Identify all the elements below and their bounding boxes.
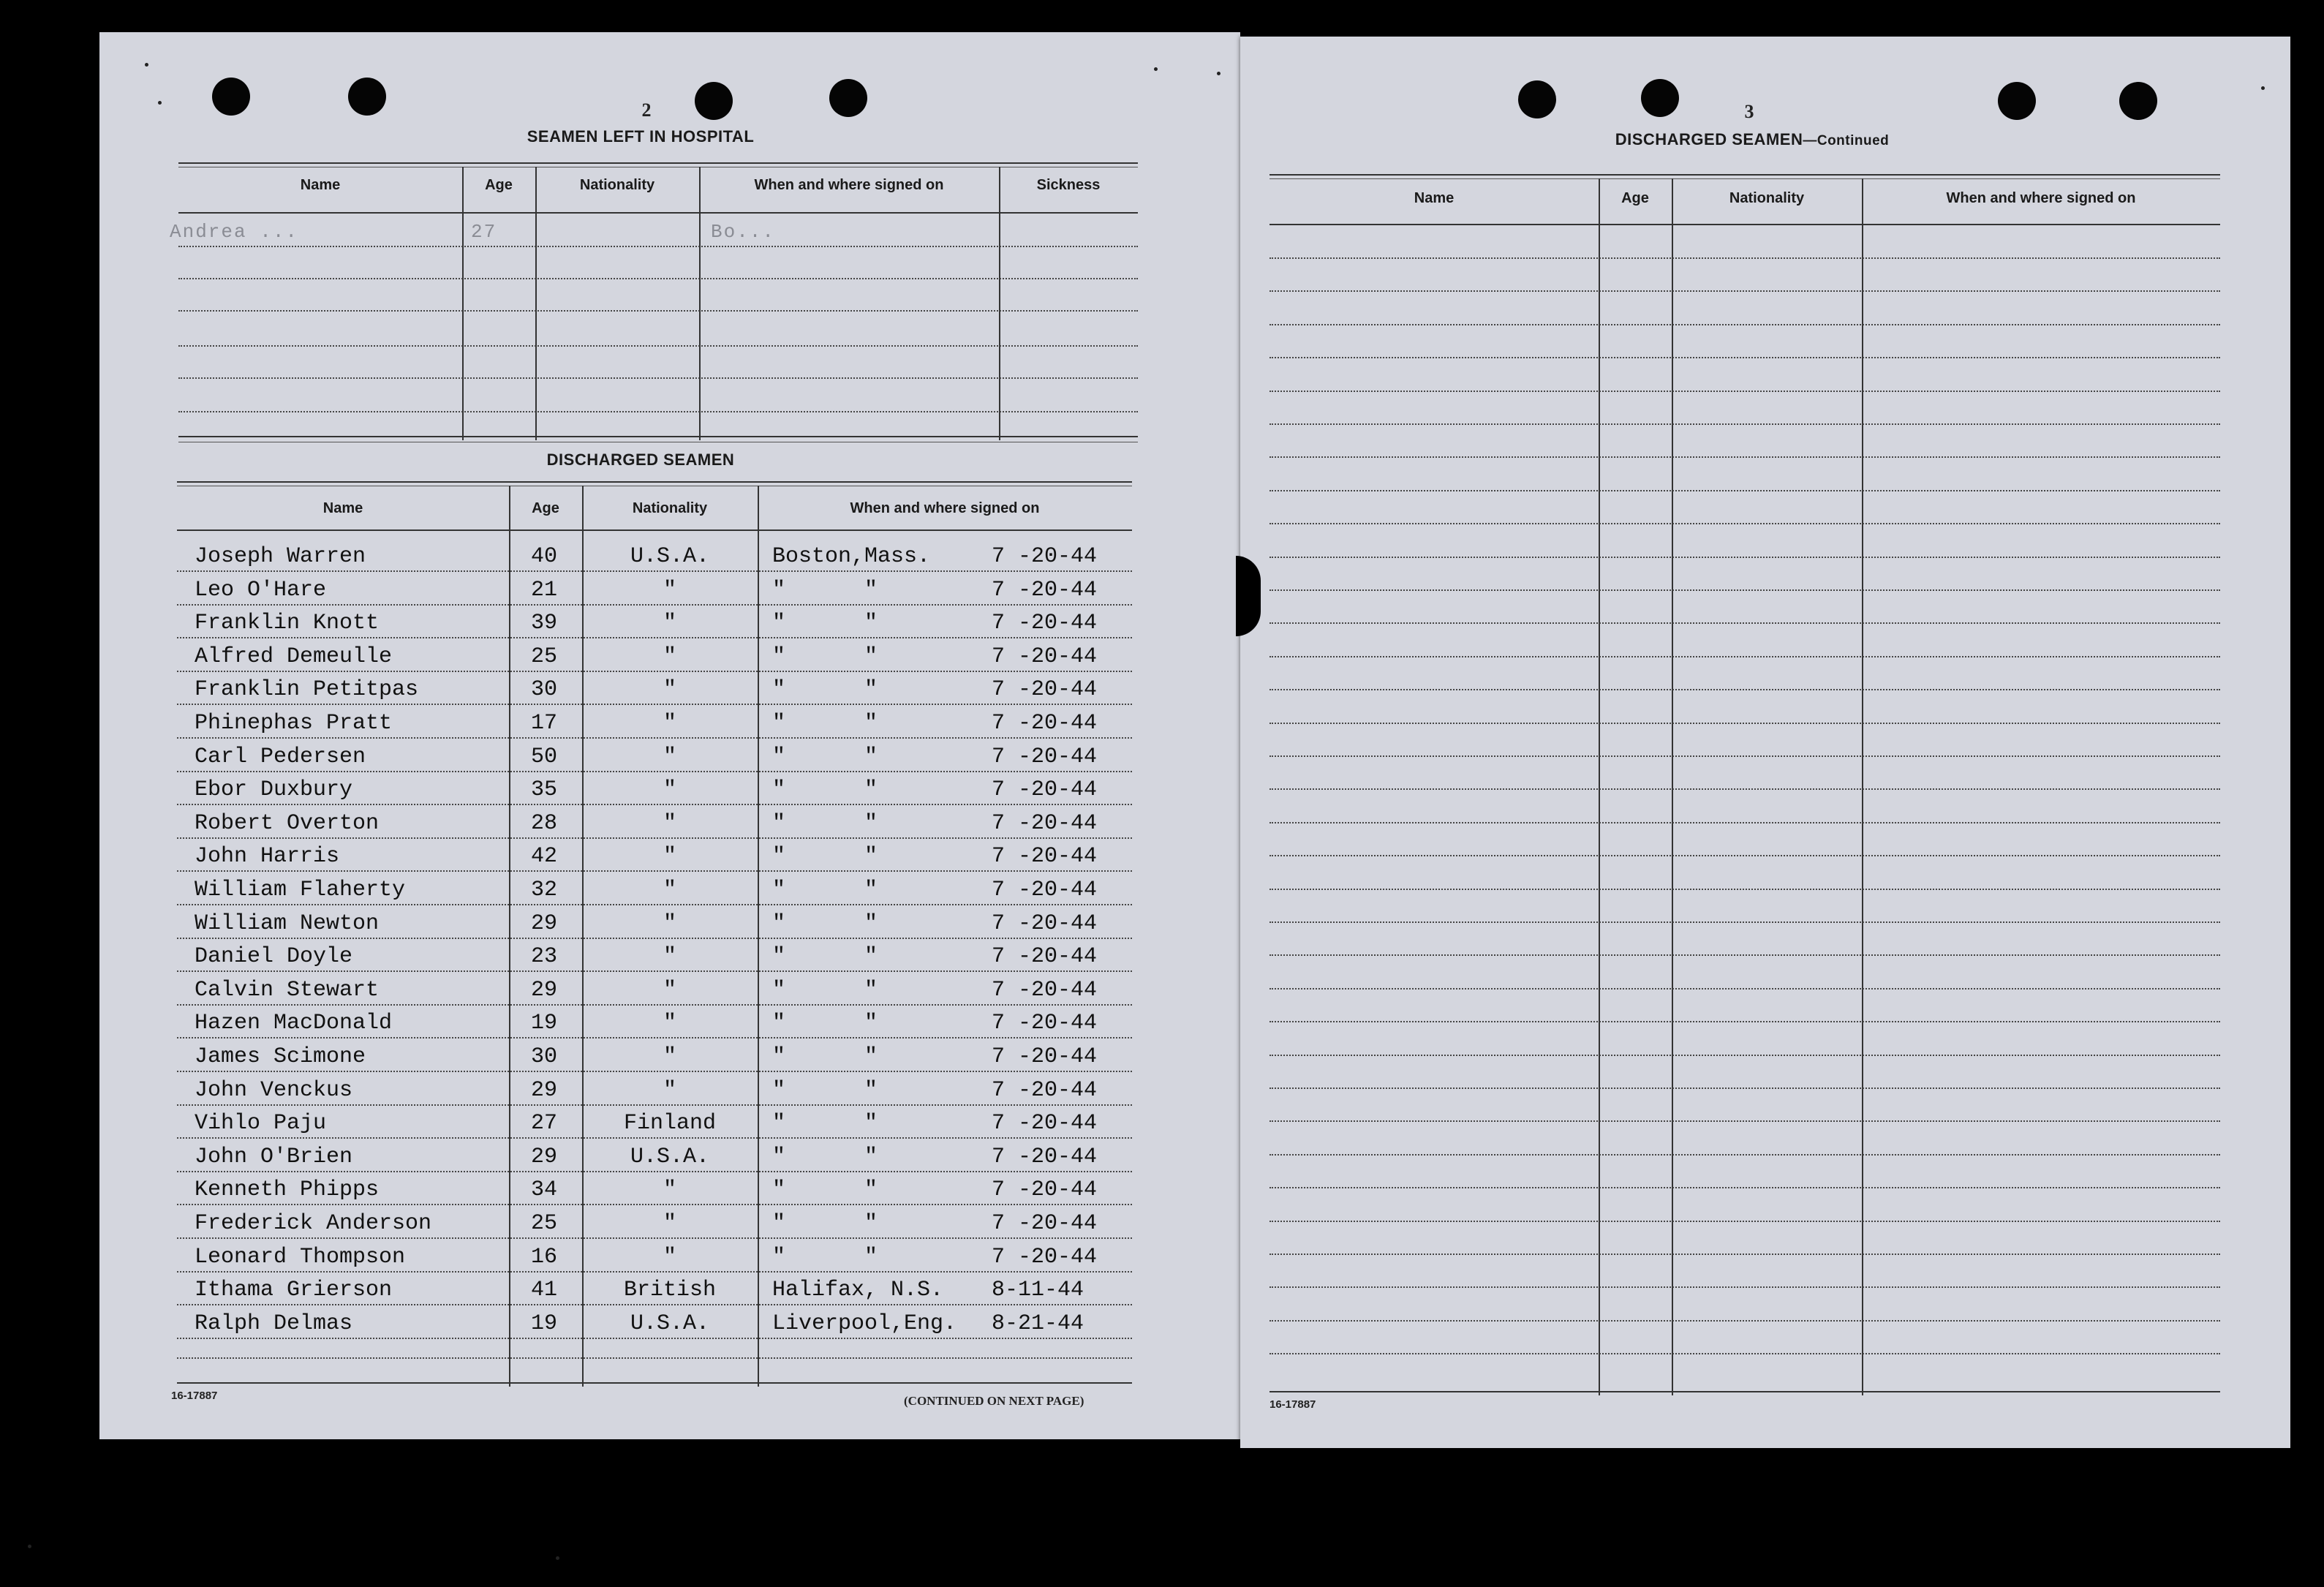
row-line bbox=[1269, 290, 2220, 292]
seaman-name: William Newton bbox=[195, 911, 380, 936]
seaman-age: 19 bbox=[530, 1311, 557, 1336]
column-header: Name bbox=[322, 500, 363, 516]
row-line bbox=[178, 411, 1138, 412]
row-line bbox=[177, 938, 1132, 939]
row-line bbox=[177, 1171, 1132, 1172]
column-divider bbox=[699, 167, 701, 440]
seaman-name: Phinephas Pratt bbox=[195, 711, 393, 736]
row-line bbox=[177, 704, 1132, 705]
row-line bbox=[177, 637, 1132, 638]
row-line bbox=[1269, 1320, 2220, 1322]
seaman-signed-place: " " bbox=[772, 1144, 878, 1169]
seaman-name: Franklin Petitpas bbox=[195, 677, 419, 703]
seaman-name: Ebor Duxbury bbox=[195, 777, 353, 803]
row-line bbox=[1269, 1087, 2220, 1089]
seaman-signed-place: " " bbox=[772, 1077, 878, 1103]
seaman-signed-date: 7 -20-44 bbox=[992, 677, 1098, 703]
table-rule bbox=[177, 481, 1132, 483]
seaman-nationality: " bbox=[663, 777, 676, 803]
seaman-nationality: " bbox=[663, 1011, 676, 1036]
seaman-signed-place: Halifax, N.S. bbox=[772, 1278, 944, 1303]
seaman-signed-place: Boston,Mass. bbox=[772, 544, 931, 569]
row-line bbox=[1269, 755, 2220, 757]
seaman-name: John O'Brien bbox=[195, 1144, 353, 1169]
table-rule bbox=[1269, 178, 2220, 179]
binder-hole bbox=[2119, 82, 2157, 120]
seaman-age: 32 bbox=[530, 878, 557, 902]
right-page bbox=[1240, 37, 2290, 1448]
row-line bbox=[178, 345, 1138, 347]
seaman-nationality: " bbox=[663, 911, 676, 936]
seaman-name: Robert Overton bbox=[195, 810, 380, 836]
seaman-signed-date: 7 -20-44 bbox=[992, 1044, 1098, 1069]
seaman-signed-date: 7 -20-44 bbox=[992, 1011, 1098, 1036]
row-line bbox=[1269, 921, 2220, 923]
form-number: 16-17887 bbox=[171, 1390, 218, 1402]
column-header: When and where signed on bbox=[1946, 190, 2136, 206]
column-header: Nationality bbox=[632, 500, 708, 516]
row-line bbox=[1269, 523, 2220, 524]
seaman-signed-date: 7 -20-44 bbox=[992, 1177, 1098, 1203]
column-header: Age bbox=[532, 500, 559, 516]
row-line bbox=[1269, 1154, 2220, 1156]
row-line bbox=[177, 737, 1132, 739]
speck bbox=[145, 63, 148, 67]
seaman-nationality: " bbox=[663, 810, 676, 836]
seaman-signed-place: " " bbox=[772, 911, 878, 936]
seaman-signed-place: " " bbox=[772, 744, 878, 769]
row-line bbox=[178, 246, 1138, 247]
seaman-signed-date: 7 -20-44 bbox=[992, 777, 1098, 803]
row-line bbox=[1269, 1221, 2220, 1222]
row-line bbox=[1269, 490, 2220, 491]
seaman-age: 50 bbox=[530, 744, 557, 769]
table-rule bbox=[178, 436, 1138, 437]
seaman-age: 34 bbox=[530, 1177, 557, 1203]
seaman-nationality: " bbox=[663, 644, 676, 669]
seaman-name: Alfred Demeulle bbox=[195, 644, 393, 669]
seaman-nationality: Finland bbox=[623, 1111, 717, 1136]
seaman-name: Hazen MacDonald bbox=[195, 1011, 393, 1036]
row-line bbox=[1269, 1187, 2220, 1188]
page-number: 3 bbox=[1744, 101, 1754, 122]
seaman-nationality: U.S.A. bbox=[630, 1311, 710, 1336]
row-line bbox=[177, 1304, 1132, 1305]
column-header: Name bbox=[1414, 190, 1455, 206]
speck bbox=[1217, 72, 1221, 75]
binder-hole bbox=[1518, 80, 1556, 118]
binder-hole bbox=[829, 79, 867, 117]
seaman-name: Leonard Thompson bbox=[195, 1244, 406, 1270]
header-rule bbox=[1269, 224, 2220, 225]
seaman-signed-date: 7 -20-44 bbox=[992, 711, 1098, 736]
seaman-name: Kenneth Phipps bbox=[195, 1177, 380, 1203]
seaman-nationality: " bbox=[663, 878, 676, 902]
row-line bbox=[1269, 1286, 2220, 1288]
seaman-signed-place: " " bbox=[772, 1111, 878, 1136]
seaman-signed-place: " " bbox=[772, 644, 878, 669]
seaman-signed-date: 8-21-44 bbox=[992, 1311, 1084, 1336]
row-line bbox=[177, 870, 1132, 872]
seaman-name: John Harris bbox=[195, 844, 340, 870]
seaman-signed-place: " " bbox=[772, 1244, 878, 1270]
column-header: Nationality bbox=[1729, 190, 1805, 206]
column-divider bbox=[509, 486, 510, 1387]
row-line bbox=[1269, 257, 2220, 259]
row-line bbox=[177, 1357, 1132, 1359]
seaman-signed-date: 7 -20-44 bbox=[992, 844, 1098, 870]
faded-entry-name: Andrea ... bbox=[170, 221, 299, 243]
column-divider bbox=[1672, 178, 1673, 1395]
row-line bbox=[1269, 1254, 2220, 1255]
row-line bbox=[177, 1204, 1132, 1205]
row-line bbox=[178, 278, 1138, 279]
seaman-age: 25 bbox=[530, 1211, 557, 1236]
seaman-signed-place: " " bbox=[772, 944, 878, 970]
seaman-nationality: " bbox=[663, 844, 676, 870]
seaman-age: 42 bbox=[530, 844, 557, 870]
seaman-signed-place: " " bbox=[772, 711, 878, 736]
column-divider bbox=[999, 167, 1000, 440]
seaman-name: Calvin Stewart bbox=[195, 977, 380, 1003]
binder-hole bbox=[1641, 79, 1679, 117]
row-line bbox=[177, 1037, 1132, 1038]
row-line bbox=[1269, 1353, 2220, 1354]
row-line bbox=[1269, 689, 2220, 690]
seaman-nationality: British bbox=[623, 1278, 717, 1303]
row-line bbox=[1269, 589, 2220, 591]
seaman-age: 29 bbox=[530, 977, 557, 1003]
binder-hole bbox=[212, 78, 250, 116]
seaman-signed-place: " " bbox=[772, 977, 878, 1003]
seaman-signed-date: 7 -20-44 bbox=[992, 977, 1098, 1003]
binder-hole bbox=[348, 78, 386, 116]
seaman-age: 21 bbox=[530, 577, 557, 603]
speck bbox=[1154, 67, 1158, 71]
seaman-age: 30 bbox=[530, 1044, 557, 1069]
seaman-nationality: " bbox=[663, 1211, 676, 1236]
column-header: Nationality bbox=[579, 177, 655, 193]
seaman-signed-place: " " bbox=[772, 844, 878, 870]
right-section-title-suffix: —Continued bbox=[1803, 133, 1890, 148]
page-edge-notch bbox=[1236, 556, 1261, 636]
seaman-signed-date: 7 -20-44 bbox=[992, 1077, 1098, 1103]
right-section-title bbox=[1489, 130, 2015, 149]
row-line bbox=[177, 837, 1132, 839]
seaman-signed-date: 7 -20-44 bbox=[992, 911, 1098, 936]
page-number: 2 bbox=[641, 99, 652, 121]
seaman-signed-date: 8-11-44 bbox=[992, 1278, 1084, 1303]
row-line bbox=[1269, 622, 2220, 624]
row-line bbox=[1269, 391, 2220, 392]
seaman-signed-date: 7 -20-44 bbox=[992, 744, 1098, 769]
row-line bbox=[1269, 723, 2220, 724]
row-line bbox=[1269, 456, 2220, 458]
row-line bbox=[1269, 988, 2220, 989]
speck bbox=[158, 101, 162, 105]
row-line bbox=[177, 1004, 1132, 1006]
seaman-age: 19 bbox=[530, 1011, 557, 1036]
faded-entry-age: 27 bbox=[471, 221, 497, 243]
seaman-signed-place: Liverpool,Eng. bbox=[772, 1311, 957, 1336]
row-line bbox=[1269, 822, 2220, 823]
row-line bbox=[177, 1338, 1132, 1339]
seaman-age: 28 bbox=[530, 810, 557, 836]
seaman-nationality: " bbox=[663, 677, 676, 703]
seaman-signed-date: 7 -20-44 bbox=[992, 611, 1098, 636]
column-divider bbox=[462, 167, 464, 440]
seaman-nationality: " bbox=[663, 1077, 676, 1103]
row-line bbox=[1269, 656, 2220, 657]
seaman-name: William Flaherty bbox=[195, 878, 406, 902]
seaman-signed-place: " " bbox=[772, 1011, 878, 1036]
row-line bbox=[177, 970, 1132, 972]
row-line bbox=[1269, 357, 2220, 358]
seaman-age: 30 bbox=[530, 677, 557, 703]
seaman-age: 35 bbox=[530, 777, 557, 803]
row-line bbox=[1269, 1021, 2220, 1022]
left-page bbox=[99, 32, 1240, 1439]
seaman-signed-date: 7 -20-44 bbox=[992, 810, 1098, 836]
row-line bbox=[177, 671, 1132, 672]
table-rule bbox=[177, 1382, 1132, 1384]
seaman-signed-date: 7 -20-44 bbox=[992, 878, 1098, 902]
seaman-nationality: U.S.A. bbox=[630, 544, 710, 569]
column-divider bbox=[758, 486, 759, 1387]
discharged-section-title: DISCHARGED SEAMEN bbox=[546, 451, 735, 469]
seaman-signed-place: " " bbox=[772, 677, 878, 703]
row-line bbox=[177, 1237, 1132, 1239]
row-line bbox=[1269, 1120, 2220, 1122]
seaman-name: John Venckus bbox=[195, 1077, 353, 1103]
seaman-nationality: " bbox=[663, 744, 676, 769]
seaman-age: 17 bbox=[530, 711, 557, 736]
seaman-name: Carl Pedersen bbox=[195, 744, 366, 769]
seaman-signed-place: " " bbox=[772, 1177, 878, 1203]
seaman-name: Franklin Knott bbox=[195, 611, 380, 636]
right-section-title-main: DISCHARGED SEAMEN bbox=[1615, 130, 1803, 148]
seaman-age: 29 bbox=[530, 911, 557, 936]
seaman-signed-place: " " bbox=[772, 878, 878, 902]
row-line bbox=[177, 1137, 1132, 1139]
row-line bbox=[177, 604, 1132, 606]
row-line bbox=[1269, 889, 2220, 890]
seaman-age: 27 bbox=[530, 1111, 557, 1136]
column-header: Sickness bbox=[1036, 177, 1101, 193]
seaman-age: 25 bbox=[530, 644, 557, 669]
seaman-signed-place: " " bbox=[772, 1211, 878, 1236]
table-rule bbox=[1269, 174, 2220, 176]
seaman-name: James Scimone bbox=[195, 1044, 366, 1069]
row-line bbox=[177, 804, 1132, 805]
table-rule bbox=[178, 162, 1138, 164]
seaman-signed-date: 7 -20-44 bbox=[992, 577, 1098, 603]
row-line bbox=[177, 570, 1132, 572]
seaman-signed-place: " " bbox=[772, 611, 878, 636]
seaman-nationality: " bbox=[663, 1044, 676, 1069]
header-rule bbox=[177, 529, 1132, 531]
seaman-signed-date: 7 -20-44 bbox=[992, 644, 1098, 669]
speck bbox=[28, 1545, 31, 1548]
column-divider bbox=[535, 167, 537, 440]
seaman-nationality: " bbox=[663, 1177, 676, 1203]
seaman-age: 16 bbox=[530, 1244, 557, 1270]
binder-hole bbox=[1998, 82, 2036, 120]
seaman-signed-place: " " bbox=[772, 810, 878, 836]
seaman-signed-date: 7 -20-44 bbox=[992, 1211, 1098, 1236]
row-line bbox=[1269, 557, 2220, 558]
column-divider bbox=[1599, 178, 1600, 1395]
speck bbox=[556, 1556, 559, 1560]
seaman-age: 41 bbox=[530, 1278, 557, 1303]
seaman-nationality: " bbox=[663, 977, 676, 1003]
column-header: Name bbox=[300, 177, 341, 193]
speck bbox=[2261, 86, 2265, 90]
row-line bbox=[1269, 423, 2220, 425]
form-number: 16-17887 bbox=[1269, 1398, 1316, 1411]
seaman-age: 29 bbox=[530, 1077, 557, 1103]
seaman-name: Frederick Anderson bbox=[195, 1211, 432, 1236]
table-rule bbox=[1269, 1391, 2220, 1392]
seaman-age: 23 bbox=[530, 944, 557, 970]
seaman-nationality: " bbox=[663, 1244, 676, 1270]
seaman-nationality: " bbox=[663, 577, 676, 603]
seaman-signed-place: " " bbox=[772, 777, 878, 803]
row-line bbox=[177, 1071, 1132, 1072]
seaman-signed-date: 7 -20-44 bbox=[992, 1144, 1098, 1169]
seaman-age: 29 bbox=[530, 1144, 557, 1169]
seaman-age: 39 bbox=[530, 611, 557, 636]
row-line bbox=[177, 1271, 1132, 1273]
seaman-signed-date: 7 -20-44 bbox=[992, 944, 1098, 970]
column-header: Age bbox=[485, 177, 513, 193]
column-header: When and where signed on bbox=[754, 177, 944, 193]
row-line bbox=[1269, 324, 2220, 325]
row-line bbox=[1269, 1055, 2220, 1056]
row-line bbox=[178, 377, 1138, 379]
column-header: Age bbox=[1621, 190, 1649, 206]
seaman-signed-place: " " bbox=[772, 577, 878, 603]
row-line bbox=[177, 771, 1132, 772]
seaman-name: Ithama Grierson bbox=[195, 1278, 393, 1303]
faded-entry-rest: Bo... bbox=[711, 221, 776, 243]
hospital-section-title: SEAMEN LEFT IN HOSPITAL bbox=[527, 127, 755, 146]
seaman-name: Daniel Doyle bbox=[195, 944, 353, 970]
row-line bbox=[177, 1104, 1132, 1106]
header-rule bbox=[178, 212, 1138, 214]
seaman-signed-date: 7 -20-44 bbox=[992, 544, 1098, 569]
column-divider bbox=[1862, 178, 1863, 1395]
seaman-name: Vihlo Paju bbox=[195, 1111, 327, 1136]
seaman-signed-date: 7 -20-44 bbox=[992, 1244, 1098, 1270]
seaman-signed-place: " " bbox=[772, 1044, 878, 1069]
row-line bbox=[178, 310, 1138, 312]
seaman-name: Joseph Warren bbox=[195, 544, 366, 569]
seaman-nationality: " bbox=[663, 611, 676, 636]
seaman-name: Leo O'Hare bbox=[195, 577, 327, 603]
row-line bbox=[1269, 788, 2220, 790]
seaman-signed-date: 7 -20-44 bbox=[992, 1111, 1098, 1136]
binder-hole bbox=[695, 82, 733, 120]
row-line bbox=[177, 904, 1132, 905]
seaman-nationality: " bbox=[663, 711, 676, 736]
seaman-name: Ralph Delmas bbox=[195, 1311, 353, 1336]
continued-note: (CONTINUED ON NEXT PAGE) bbox=[904, 1394, 1084, 1408]
column-header: When and where signed on bbox=[850, 500, 1040, 516]
row-line bbox=[1269, 954, 2220, 956]
seaman-age: 40 bbox=[530, 544, 557, 569]
row-line bbox=[1269, 855, 2220, 856]
seaman-nationality: " bbox=[663, 944, 676, 970]
seaman-nationality: U.S.A. bbox=[630, 1144, 710, 1169]
